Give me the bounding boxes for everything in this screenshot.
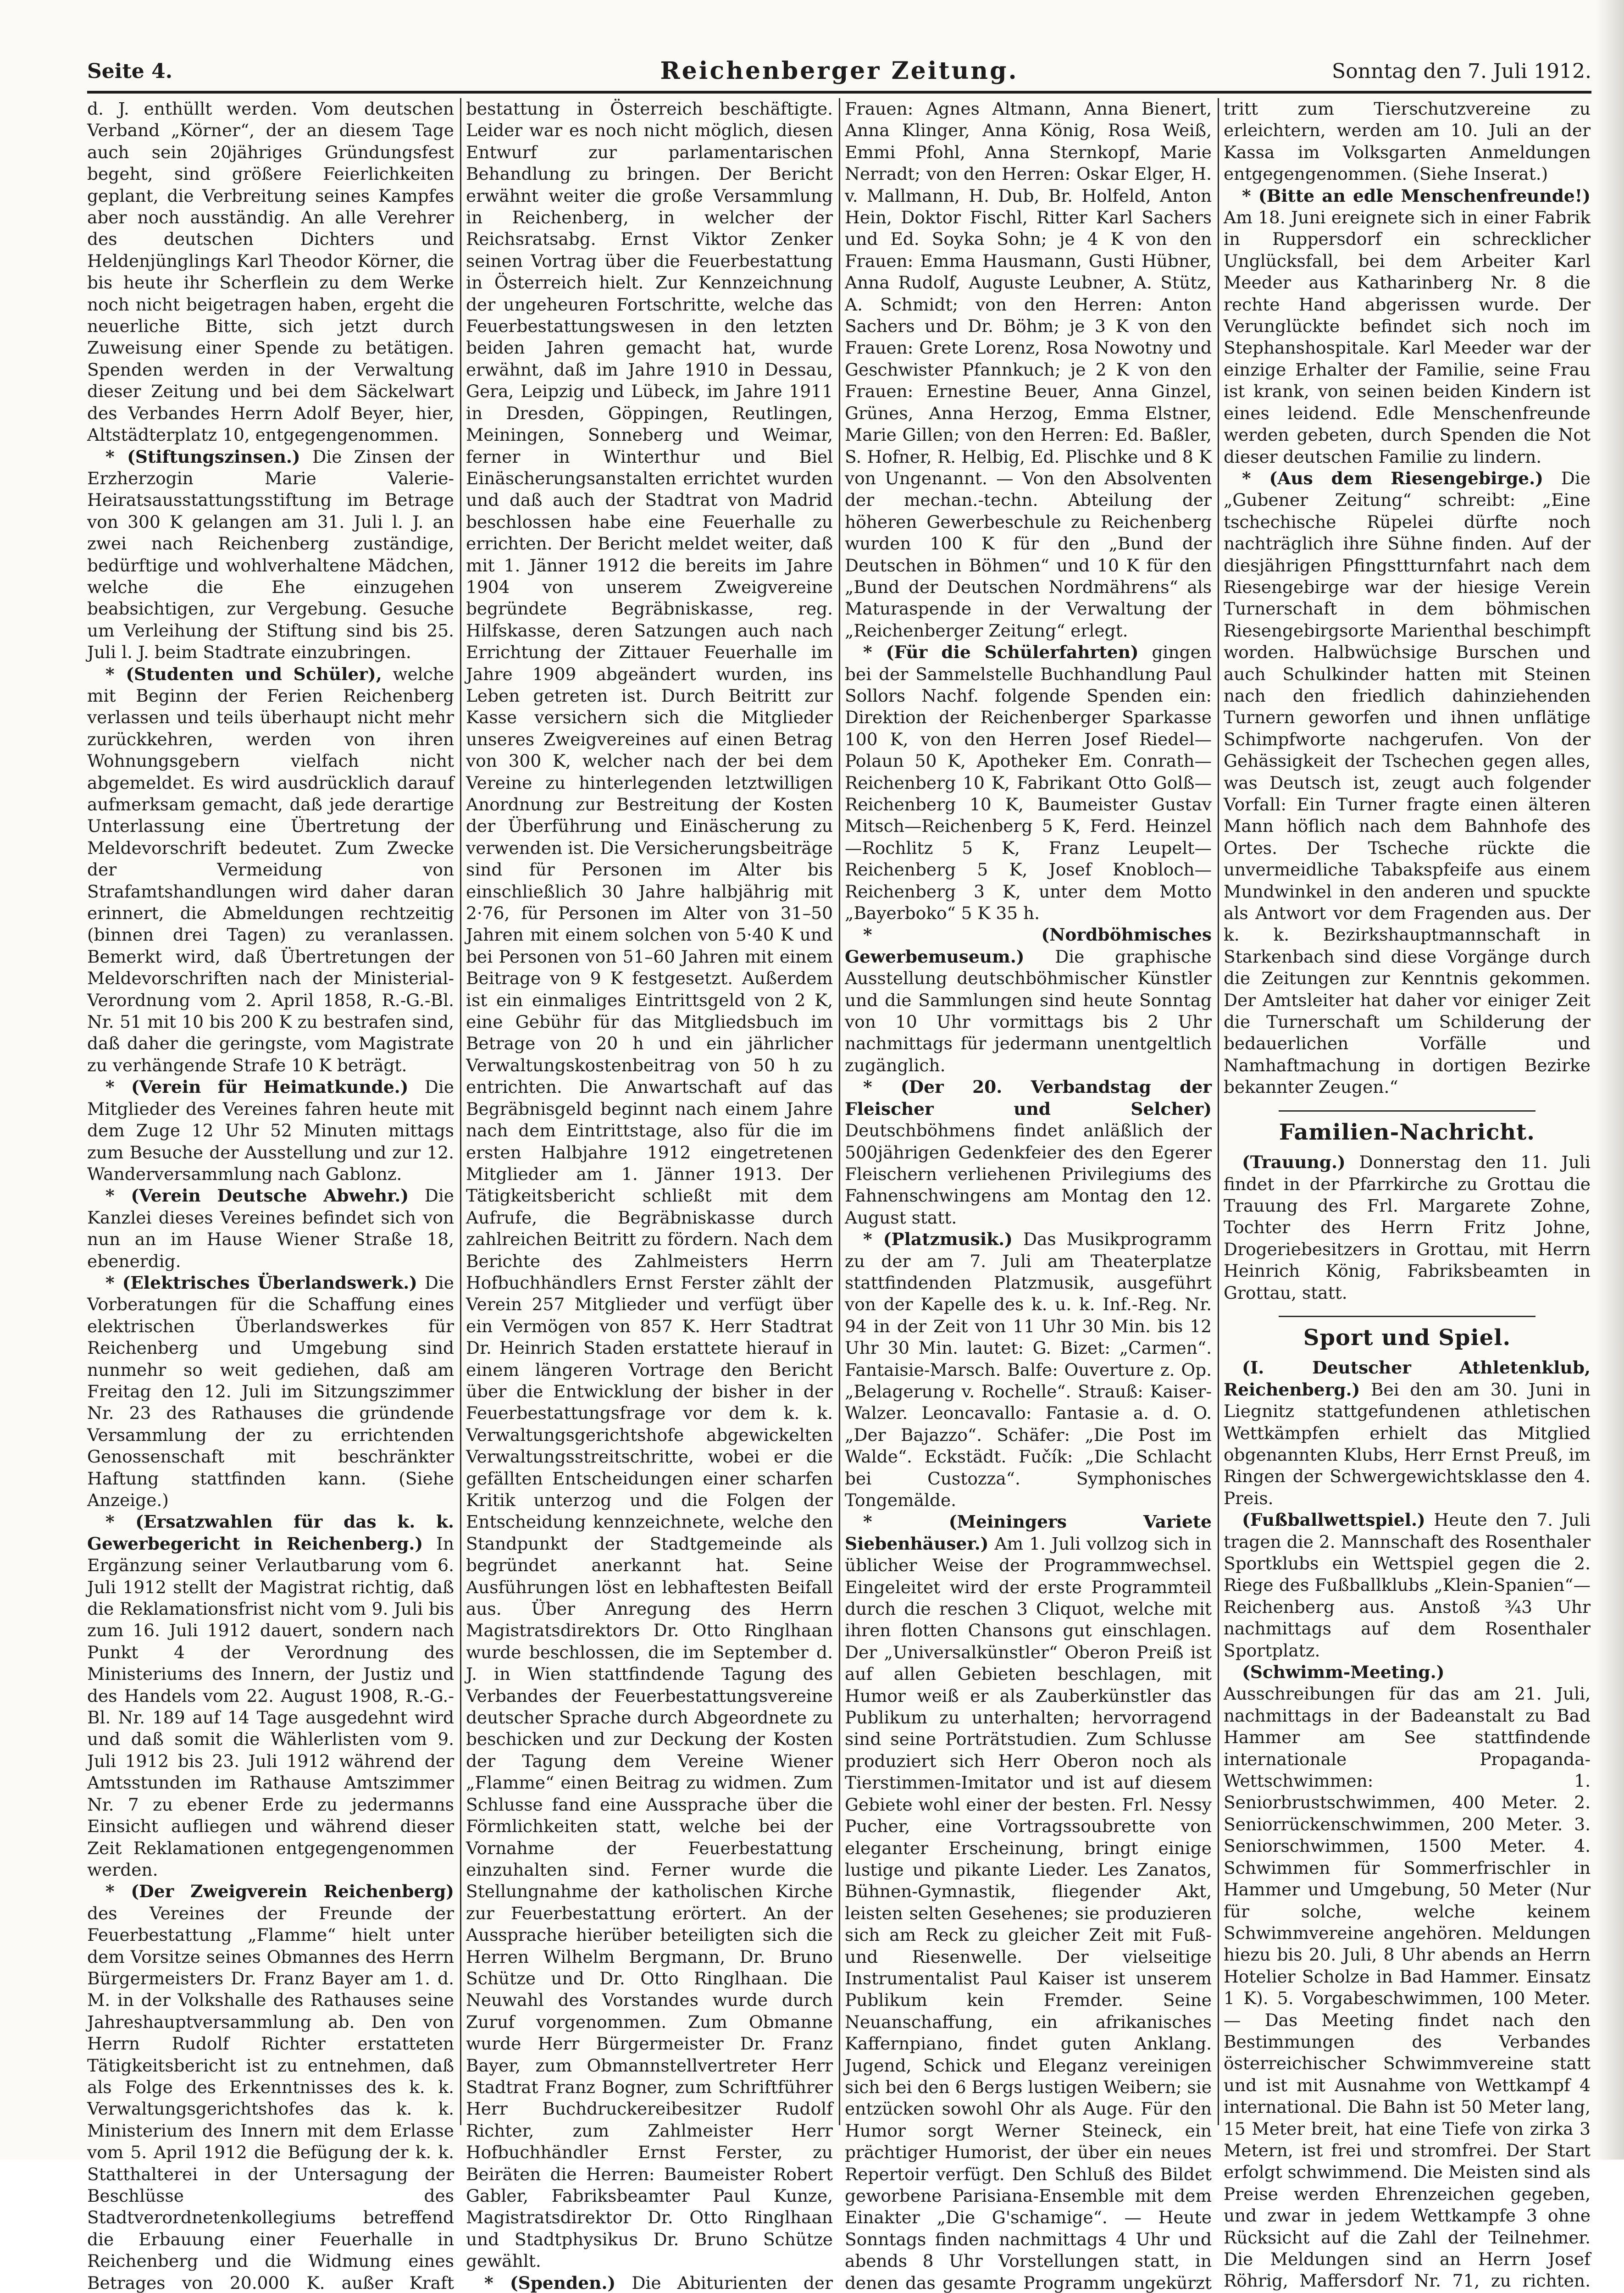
article-koerner: d. J. enthüllt werden. Vom deutschen Verband „Körner“, der an diesem Tage auch sein 20jähriges Gründungsfest begeht, sind größere Feierlichkeiten geplant, die Verbreitung seines Kampfes aber noch ausständig. An alle Verehrer des deutschen Dichters und Heldenjünglings Karl Theodor Körner, die bis heute ihr Scherflein zu dem Werke noch nicht beigetragen haben, ergeht die neuerliche Bitte, sich jetzt durch Zuweisung einer Spende zu betätigen. Spenden werden in der Verwaltung dieser Zeitung und bei dem Säckelwart des Verbandes Herrn Adolf Beyer, hier, Altstädterplatz 10, entgegengenommen. (87, 99, 454, 445)
article-body: In Ergänzung seiner Verlautbarung vom 6. Juli 1912 stellt der Magistrat richtig, daß die Reklamationsfrist nicht vom 9. Juli bis zum 16. Juli 1912 dauert, sondern nach Punkt 4 der Verordnung des Ministeriums des Innern, der Justiz und des Handels vom 22. August 1908, R.-G.-Bl. Nr. 189 auf 14 Tage ausgedehnt wird und daß somit die Wählerlisten vom 9. Juli 1912 bis 23. Juli 1912 während der Amtsstunden im Rathause Amtszimmer Nr. 7 zu ebener Erde zu jedermanns Einsicht aufliegen und während dieser Zeit Reklamationen entgegengenommen werden. (87, 1533, 454, 1880)
article-spenden-cont: Frauen: Agnes Altmann, Anna Bienert, Anna Klinger, Anna König, Rosa Weiß, Emmi Pfohl, Anna Sternkopf, Marie Nerradt; von den Herren: Oskar Elger, H. v. Mallmann, H. Dub, Br. Holfeld, Anton Hein, Doktor Fischl, Ritter Karl Sachers und Ed. Soyka Sohn; je 4 K von den Frauen: Emma Hausmann, Gusti Hübner, Anna Rudolf, Auguste Leubner, A. Stütz, A. Schmidt; von den Herren: Anton Sachers und Dr. Böhm; je 3 K von den Frauen: Grete Lorenz, Rosa Nowotny und Geschwister Pfannkuch; je 2 K von den Frauen: Ernestine Beuer, Anna Ginzel, Grünes, Anna Herzog, Emma Elstner, Marie Gillen; von den Herren: Ed. Baßler, S. Hofner, R. Helbig, Ed. Plischke und 8 K von Ungenannt. — Von den Absolventen der mechan.-techn. Abteilung der höheren Gewerbeschule zu Reichenberg wurden 100 K für den „Bund der Deutschen in Böhmen“ und 10 K für den „Bund der Deutschen Nordmährens“ als Maturaspende in der Verwaltung der „Reichenberger Zeitung“ erlegt. (845, 99, 1212, 641)
article-body: Die Abiturienten der (632, 2272, 833, 2293)
article-menschenfreunde (1224, 185, 1591, 468)
article-body: gingen bei der Sammelstelle Buchhandlung Paul Sollors Nachf. folgende Spenden ein: Direktion der Reichenberger Sparkasse 100 K, von den Herren Josef Riedel—Polaun 50 K, Apotheker Em. Conrath—Reichenberg 10 K, Fabrikant Otto Golß—Reichenberg 10 K, Baumeister Gustav Mitsch—Reichenberg 5 K, Ferd. Heinzel—Rochlitz 5 K, Franz Leupelt—Reichenberg 5 K, Josef Knobloch—Reichenberg 3 K, unter dem Motto „Bayerboko“ 5 K 35 h. (845, 642, 1212, 924)
article-schuelerfahrten (845, 642, 1212, 924)
article-heading: * (Der Zweigverein Reichenberg) (105, 1881, 454, 1902)
article-stiftungszinsen (87, 446, 454, 664)
article-heading: * (Für die Schülerfahrten) (863, 642, 1139, 663)
article-tierschutz-cont: tritt zum Tierschutzvereine zu erleichtern, werden am 10. Juli an der Kassa im Volksgarten Anmeldungen entgegengenommen. (Siehe Inserat.) (1224, 99, 1591, 184)
column-4 (1224, 98, 1591, 2291)
article-heading: * (Stiftungszinsen.) (105, 446, 300, 467)
article-body: Donnerstag den 11. Juli findet in der Pfarrkirche zu Grottau die Trauung des Frl. Margarete Zohne, Tochter des Herrn Fritz Johne, Drogeriebesitzers in Grottau, mit Herrn Heinrich König, Fabriksbeamten in Grottau, statt. (1224, 1152, 1591, 1303)
article-body: Die Mitglieder des Vereines fahren heute mit dem Zuge 12 Uhr 52 Minuten mittags zum Besuche der Ausstellung und zur 12. Wanderversammlung nach Gablonz. (87, 1077, 454, 1184)
article-studenten (87, 664, 454, 1077)
article-body: Die graphische Ausstellung deutschböhmischer Künstler und die Sammlungen sind heute Sonntag von 10 Uhr vormittags bis 2 Uhr nachmittags für jedermann unentgeltlich zugänglich. (845, 946, 1212, 1075)
column-3 (845, 98, 1212, 2293)
article-body: welche mit Beginn der Ferien Reichenberg verlassen und teils überhaupt nicht mehr zurückkehren, werden von ihren Wohnungsgebern vielfach nicht abgemeldet. Es wird ausdrücklich darauf aufmerksam gemacht, daß jede derartige Unterlassung eine Übertretung der Meldevorschrift bedeutet. Zum Zwecke der Vermeidung von Strafamtshandlungen wird daher daran erinnert, die Abmeldungen rechtzeitig (binnen drei Tagen) zu veranlassen. Bemerkt wird, daß Übertretungen der Meldevorschriften nach der Ministerial-Verordnung vom 2. April 1858, R.-G.-Bl. Nr. 51 mit 10 bis 200 K zu bestrafen sind, daß daher die geringste, vom Magistrate zu verhängende Strafe 10 K beträgt. (87, 664, 454, 1075)
article-body: Deutschböhmens findet anläßlich der 500jährigen Gedenkfeier des den Egerer Fleischern verliehenen Privilegiums des Fahnenschwingens am Montag den 12. August statt. (845, 1120, 1212, 1228)
article-body: Bei den am 30. Juni in Liegnitz stattgefundenen athletischen Wettkämpfen erhielt das Mitglied obgenannten Klubs, Herr Ernst Preuß, im Ringen der Schwergewichtsklasse den 4. Preis. (1224, 1379, 1591, 1508)
article-abwehr (87, 1185, 454, 1272)
article-heading: (Schwimm-Meeting.) (1242, 1662, 1445, 1683)
article-body: Die Vorberatungen für die Schaffung eines elektrischen Überlandswerkes für Reichenberg und Umgebung sind nunmehr so weit gediehen, daß am Freitag den 12. Juli im Sitzungszimmer Nr. 23 des Rathauses die gründende Versammlung der zu errichtenden Genossenschaft mit beschränkter Haftung stattfinden kann. (Siehe Anzeige.) (87, 1272, 454, 1510)
article-body: Die Kanzlei dieses Vereines befindet sich von nun an im Hause Wiener Straße 18, ebenerdig. (87, 1185, 454, 1271)
header-rule (87, 91, 1591, 94)
article-heading: * (Elektrisches Überlandswerk.) (105, 1272, 417, 1293)
section-title-sport: Sport und Spiel. (1303, 1324, 1511, 1351)
article-heading: * (Verein Deutsche Abwehr.) (105, 1185, 409, 1206)
article-body: Am 18. Juni ereignete sich in einer Fabrik in Ruppersdorf ein schrecklicher Unglücksfall, bei dem Arbeiter Karl Meeder aus Katharinberg Nr. 8 die rechte Hand abgerissen wurde. Der Verunglückte befindet sich noch im Stephanshospitale. Karl Meeder war der einzige Erhalter der Familie, seine Frau ist krank, von seinen beiden Kindern ist eines leidend. Edle Menschenfreunde werden gebeten, durch Spenden die Not dieser deutschen Familie zu lindern. (1224, 207, 1591, 467)
article-ueberlandswerk (87, 1272, 454, 1511)
article-spenden (466, 2272, 833, 2293)
article-body: Die „Gubener Zeitung“ schreibt: „Eine tschechische Rüpelei dürfte noch nachträglich ihre Sühne finden. Auf der diesjährigen Pfingsttturnfahrt nach dem Riesengebirge war der hiesige Verein Turnerschaft in dem böhmischen Riesengebirgsorte Marienthal beschimpft worden. Halbwüchsige Burschen und auch Schulkinder hatten mit Steinen nach den friedlich dahinziehenden Turnern geworfen und ihnen unflätige Schimpfworte nachgerufen. Von der Gehässigkeit der Tschechen gegen alles, was Deutsch ist, zeugt auch folgender Vorfall: Ein Turner fragte einen älteren Mann höflich nach dem Bahnhofe des Ortes. Der Tscheche rückte die unvermeidliche Tabakspfeife aus einem Mundwinkel in den anderen und spuckte als Antwort vor dem Fragenden aus. Der k. k. Bezirkshauptmannschaft in Starkenbach sind diese Vorgänge durch die Zeitungen zur Kenntnis gekommen. Der Amtsleiter hat daher vor einiger Zeit die Turnerschaft um Schilderung der bedauerlichen Vorfälle und Namhaftmachung in dortigen Bezirke bekannter Zeugen.“ (1224, 468, 1591, 1097)
article-athletenklub (1224, 1357, 1591, 1509)
article-platzmusik (845, 1229, 1212, 1511)
article-riesengebirge (1224, 468, 1591, 1098)
article-body: Ausschreibungen für das am 21. Juli, nachmittags in der Badeanstalt zu Bad Hammer am See stattfindende internationale Propaganda-Wettschwimmen: 1. Seniorbrustschwimmen, 400 Meter. 2. Seniorrückenschwimmen, 200 Meter. 3. Seniorschwimmen, 1500 Meter. 4. Schwimmen für Sommerfrischler in Hammer und Umgebung, 50 Meter (Nur für solche, welche keinem Schwimmvereine angehören. Meldungen hiezu bis 20. Juli, 8 Uhr abends an Herrn Hotelier Scholze in Bad Hammer. Einsatz 1 K). 5. Vorgabeschwimmen, 100 Meter. — Das Meeting findet nach den Bestimmungen des Verbandes österreichischer Schwimmvereine statt und ist mit Ausnahme von Wettkampf 4 international. Die Bahn ist 50 Meter lang, 15 Meter breit, hat eine Tiefe von zirka 3 Metern, ist frei und stromfrei. Der Start erfolgt schwimmend. Die Meisten sind als Preise werden Ehrenzeichen gegeben, und zwar in jedem Wettkampfe 3 ohne Rücksicht auf die Zahl der Teilnehmer. Die Meldungen sind an Herrn Josef Röhrig, Maffersdorf Nr. 71, zu richten. (1224, 1684, 1591, 2291)
article-fussball (1224, 1509, 1591, 1662)
article-heading: * (Platzmusik.) (863, 1229, 1013, 1250)
section-divider (1279, 1110, 1535, 1112)
article-heading: (Trauung.) (1242, 1152, 1346, 1173)
page-edge-shadow (1596, 0, 1624, 2160)
article-heading: * (Der 20. Verbandstag der Fleischer und Selcher) (845, 1077, 1212, 1119)
article-gewerbemuseum (845, 924, 1212, 1076)
article-heading: * (Bitte an edle Menschenfreunde!) (1242, 185, 1591, 206)
article-trauung (1224, 1152, 1591, 1304)
page-header (87, 55, 1591, 92)
article-heading: (I. Deutscher Athletenklub, Reichenberg.) (1224, 1357, 1591, 1400)
page-number: Seite 4. (87, 60, 173, 83)
article-heading: * (Verein für Heimatkunde.) (105, 1077, 409, 1097)
article-heading: * (Ersatzwahlen für das k. k. Gewerbegericht in Reichenberg.) (87, 1512, 454, 1554)
article-schwimm-meeting (1224, 1662, 1591, 2293)
article-body: Das Musikprogramm zu der am 7. Juli am Theaterplatze stattfindenden Platzmusik, ausgeführt von der Kapelle des k. u. k. Inf.-Reg. Nr. 94 in der Zeit von 11 Uhr 30 Min. bis 12 Uhr 30 Min. lautet: G. Bizet: „Carmen“. Fantaisie-Marsch. Balfe: Ouverture z. Op. „Belagerung v. Rochelle“. Strauß: Kaiser-Walzer. Leoncavallo: Fantasie a. d. O. „Der Bajazzo“. Schäfer: „Die Post im Walde“. Eckstädt. Fučík: „Die Schlacht bei Custozza“. Symphonisches Tongemälde. (845, 1229, 1212, 1510)
article-heading: * (Studenten und Schüler), (105, 664, 382, 684)
article-heading: * (Aus dem Riesengebirge.) (1242, 468, 1543, 488)
article-gewerbegericht (87, 1511, 454, 1881)
article-zweigverein (87, 1881, 454, 2293)
article-body: Die Zinsen der Erzherzogin Marie Valerie-Heiratsausstattungsstiftung im Betrage von 300 K gelangen am 31. Juli l. J. an zwei nach Reichenberg zuständige, bedürftige und wohlverhaltene Mädchen, welche die Ehe einzugehen beabsichtigen, zur Vergebung. Gesuche um Verleihung der Stiftung sind bis 25. Juli l. J. beim Stadtrate einzubringen. (87, 446, 454, 663)
article-body: Am 1. Juli vollzog sich in üblicher Weise der Programmwechsel. Eingeleitet wird der erste Programmteil durch die reschen 3 Cliquot, welche mit ihren flotten Chansons gut einschlagen. Der „Universalkünstler“ Oberon Preiß ist auf allen Gebieten beschlagen, mit Humor weiß er als Zauberkünstler das Publikum zu unterhalten; hervorragend sind seine Porträtstudien. Zum Schlusse produziert sich Herr Oberon noch als Tierstimmen-Imitator und ist auf diesem Gebiete wohl einer der besten. Frl. Nessy Pucher, eine Vortragssoubrette von eleganter Erscheinung, bringt einige lustige und pikante Lieder. Les Zanatos, Bühnen-Gymnastik, fliegender Akt, leisten selten Gesehenes; sie produzieren sich am Reck zu gleicher Zeit mit Fuß- und Riesenwelle. Der vielseitige Instrumentalist Paul Kaiser ist unserem Publikum kein Fremder. Seine Neuanschaffung, ein afrikanisches Kaffernpiano, findet guten Anklang. Jugend, Schick und Eleganz vereinigen sich bei den 6 Bergs lustigen Weibern; sie entzücken sowohl Ohr als Auge. Für den Humor sorgt Werner Steineck, ein prächtiger Humorist, der über ein neues Repertoir verfügt. Den Schluß des Bildet geworbene Parisiana-Ensemble mit dem Einakter „Die G'schamige“. — Heute Sonntags finden nachmittags 4 Uhr und abends 8 Uhr Vorstellungen statt, in denen das gesamte Programm ungekürzt (845, 1533, 1212, 2293)
masthead: Reichenberger Zeitung. (660, 57, 1019, 85)
article-heading: (Fußballwettspiel.) (1242, 1510, 1425, 1530)
article-heading: * (Meiningers Variete Siebenhäuser.) (845, 1512, 1212, 1554)
article-variete (845, 1511, 1212, 2293)
article-columns (87, 98, 1591, 2293)
issue-date: Sonntag den 7. Juli 1912. (1332, 60, 1591, 83)
article-body: des Vereines der Freunde der Feuerbestattung „Flamme“ hielt unter dem Vorsitze seines Obmannes des Herrn Bürgermeisters Dr. Franz Bayer am 1. d. M. in der Volkshalle des Rathauses seine Jahreshauptversammlung ab. Den von Herrn Rudolf Richter erstatteten Tätigkeitsbericht ist zu entnehmen, daß als Folge des Erkenntnisses des k. k. Verwaltungsgerichtshofes das k. k. Ministerium des Innern mit dem Erlasse vom 5. April 1912 die Befügung der k. k. Statthalterei in der Untersagung der Beschlüsse des Stadtverordnetenkollegiums betreffend die Erbauung einer Feuerhalle in Reichenberg und die Widmung eines Betrages von 20.000 K. außer Kraft (87, 1903, 454, 2293)
article-body: Heute den 7. Juli tragen die 2. Mannschaft des Rosenthaler Sportklubs ein Wettspiel gegen die 2. Riege des Fußballklubs „Klein-Spanien“—Reichenberg aus. Anstoß ¾3 Uhr nachmittags auf dem Rosenthaler Sportplatz. (1224, 1510, 1591, 1661)
article-verbandstag (845, 1076, 1212, 1229)
article-feuerbestattung: bestattung in Österreich beschäftigte. Leider war es noch nicht möglich, diesen Entwurf zur parlamentarischen Behandlung zu bringen. Der Bericht erwähnt weiter die große Versammlung in Reichenberg, in welcher der Reichsratsabg. Ernst Viktor Zenker seinen Vortrag über die Feuerbestattung in Österreich hielt. Zur Kennzeichnung der ungeheuren Fortschritte, welche das Feuerbestattungswesen in den letzten beiden Jahren gemacht hat, wurde erwähnt, daß im Jahre 1910 in Dessau, Gera, Leipzig und Lübeck, im Jahre 1911 in Dresden, Göppingen, Reutlingen, Meiningen, Sonneberg und Weimar, ferner in Winterthur und Biel Einäscherungsanstalten errichtet wurden und daß auch der Stadtrat von Madrid beschlossen habe eine Feuerhalle zu errichten. Der Bericht meldet weiter, daß mit 1. Jänner 1912 die bereits im Jahre 1904 von unserem Zweigvereine begründete Begräbniskasse, reg. Hilfskasse, deren Satzungen auch nach Errichtung der Zittauer Feuerhalle im Jahre 1909 abgeändert wurden, ins Leben getreten ist. Durch Beitritt zur Kasse versichern sich die Mitglieder unseres Zweigvereines auf einen Betrag von 300 K, welcher nach der bei dem Vereine zu hinterlegenden letztwilligen Anordnung zur Bestreitung der Kosten der Überführung und Einäscherung zu verwenden ist. Die Versicherungsbeiträge sind für Personen im Alter bis einschließlich 30 Jahre halbjährig mit 2·76, für Personen im Alter von 31–50 Jahren mit einem solchen von 5·40 K und bei Personen von 51–60 Jahren mit einem Beitrage von 9 K festgesetzt. Außerdem ist ein einmaliges Eintrittsgeld von 2 K, eine Gebühr für das Mitgliedsbuch im Betrage von 20 h und ein jährlicher Verwaltungskostenbeitrag von 50 h zu entrichten. Die Anwartschaft auf das Begräbnisgeld beginnt nach einem Jahre nach dem Eintrittstage, also für die im ersten Halbjahre 1912 eingetretenen Mitglieder am 1. Jänner 1913. Der Tätigkeitsbericht schließt mit dem Aufrufe, die Begräbniskasse durch zahlreichen Beitritt zu fördern. Nach dem Berichte des Zahlmeisters Herrn Hofbuchhändlers Ernst Ferster zählt der Verein 257 Mitglieder und verfügt über ein Vermögen von 857 K. Herr Stadtrat Dr. Heinrich Staden erstattete hierauf in einem längeren Vortrage den Bericht über die Entwicklung der bisher in der Feuerbestattungsfrage vor dem k. k. Verwaltungsgerichtshofe abgewickelten Verwaltungsstreitschritte, wobei er die gefällten Entscheidungen einer scharfen Kritik unterzog und die Folgen der Entscheidung kennzeichnete, welche den Standpunkt der Stadtgemeinde als begründet anerkannt hat. Seine Ausführungen löst en lebhaftesten Beifall aus. Über Anregung des Herrn Magistratsdirektors Dr. Otto Ringlhaan wurde beschlossen, die im September d. J. in Wien stattfindende Tagung des Verbandes der Feuerbestattungsvereine deutscher Sprache durch Abgeordnete zu beschicken und zur Deckung der Kosten der Tagung dem Vereine Wiener „Flamme“ einen Beitrag zu widmen. Zum Schlusse fand eine Aussprache über die Förmlichkeiten statt, welche bei der Vornahme der Feuerbestattung einzuhalten sind. Ferner wurde die Stellungnahme der katholischen Kirche zur Feuerbestattung erörtert. An der Aussprache hierüber beteiligten sich die Herren Wilhelm Bergmann, Dr. Bruno Schütze und Dr. Otto Ringlhaan. Die Neuwahl des Vorstandes wurde durch Zuruf vorgenommen. Zum Obmanne wurde Herr Bürgermeister Dr. Franz Bayer, zum Obmannstellvertreter Herr Stadtrat Franz Bogner, zum Schriftführer Herr Buchdruckereibesitzer Rudolf Richter, zum Zahlmeister Herr Hofbuchhändler Ernst Ferster, zu Beiräten die Herren: Baumeister Robert Gabler, Fabriksbeamter Paul Kunze, Magistratsdirektor Dr. Otto Ringlhaan und Stadtphysikus Dr. Bruno Schütze gewählt. (466, 99, 833, 2271)
section-divider (1279, 1316, 1535, 1317)
column-2 (466, 98, 833, 2293)
article-heading: * (Spenden.) (484, 2272, 616, 2293)
article-heimatkunde (87, 1076, 454, 1185)
article-heading: * (Nordböhmisches Gewerbemuseum.) (845, 925, 1212, 967)
section-title-familien: Familien-Nachricht. (1279, 1119, 1535, 1145)
column-1 (87, 98, 454, 2293)
